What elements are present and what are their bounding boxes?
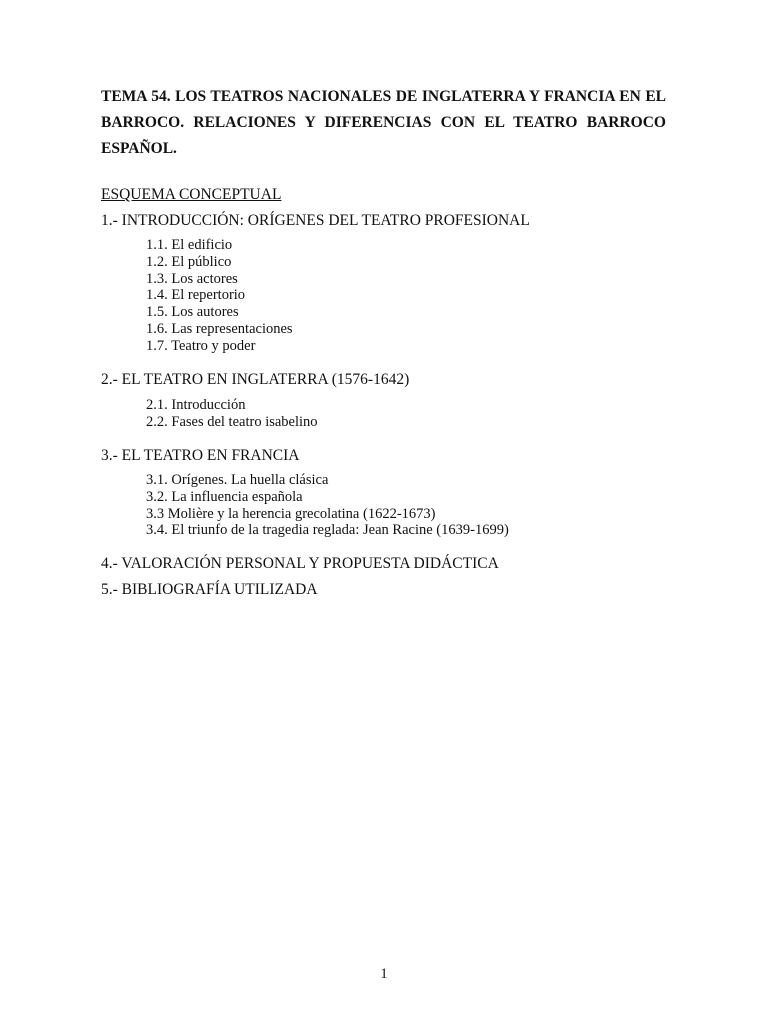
list-item: 1.7. Teatro y poder	[146, 337, 256, 354]
title-line-1: TEMA 54. LOS TEATROS NACIONALES DE INGLATERRA Y FRANCIA EN EL	[101, 88, 666, 105]
page-number: 1	[380, 966, 388, 982]
section-3-items	[146, 472, 509, 539]
title-line-3: ESPAÑOL.	[101, 140, 177, 157]
list-item: 1.3. Los actores	[146, 270, 238, 287]
list-item: 1.4. El repertorio	[146, 287, 246, 304]
list-item: 3.4. El triunfo de la tragedia reglada: Jean Racine (1639-1699)	[146, 522, 509, 539]
list-item: 1.6. Las representaciones	[146, 320, 293, 337]
list-item: 3.2. La influencia española	[146, 488, 303, 505]
list-item: 1.1. El edificio	[146, 237, 233, 253]
list-item: 2.1. Introducción	[146, 397, 246, 413]
section-heading-5: 5.- BIBLIOGRAFÍA UTILIZADA	[101, 581, 318, 598]
list-item: 3.1. Orígenes. La huella clásica	[146, 472, 329, 488]
list-item: 3.3 Molière y la herencia grecolatina (1622-1673)	[146, 505, 436, 522]
list-item: 1.5. Los autores	[146, 304, 239, 321]
section-heading-3: 3.- EL TEATRO EN FRANCIA	[101, 447, 300, 464]
list-item: 2.2. Fases del teatro isabelino	[146, 413, 318, 430]
section-heading-4: 4.- VALORACIÓN PERSONAL Y PROPUESTA DIDÁCTICA	[101, 555, 499, 572]
scheme-heading: ESQUEMA CONCEPTUAL	[101, 186, 282, 203]
list-item: 1.2. El público	[146, 253, 232, 270]
section-heading-1: 1.- INTRODUCCIÓN: ORÍGENES DEL TEATRO PROFESIONAL	[101, 212, 530, 229]
section-2-items	[146, 397, 318, 431]
section-1-items	[146, 237, 293, 355]
title-line-2: BARROCO. RELACIONES Y DIFERENCIAS CON EL TEATRO BARROCO	[101, 114, 666, 131]
document-title	[101, 84, 666, 162]
section-heading-2: 2.- EL TEATRO EN INGLATERRA (1576-1642)	[101, 371, 410, 388]
